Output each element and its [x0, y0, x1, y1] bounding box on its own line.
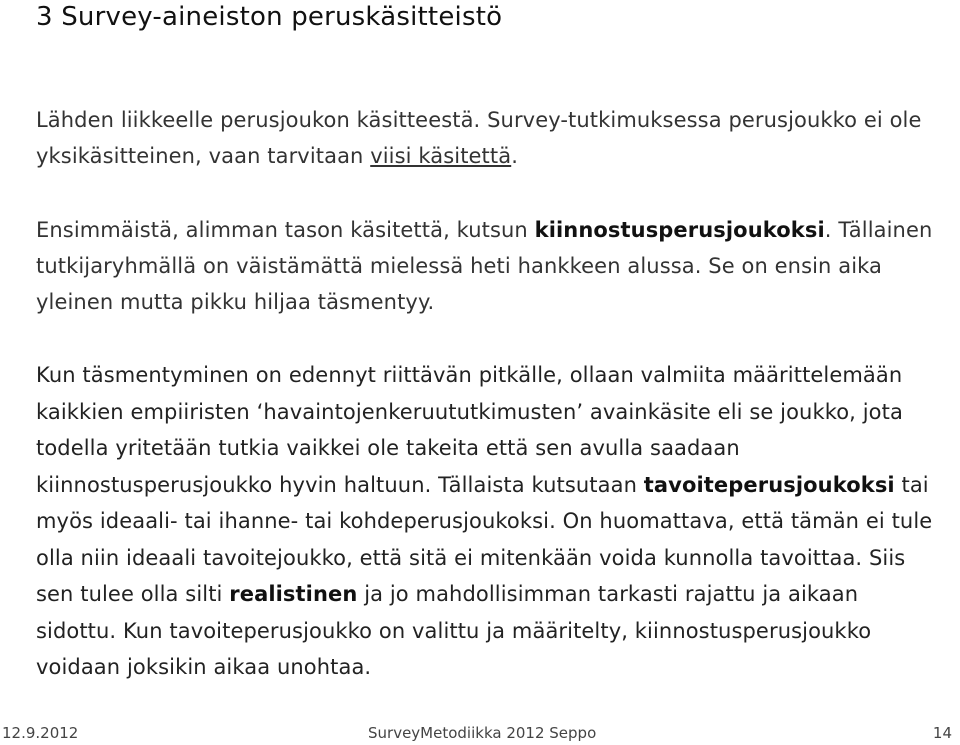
p3-bold-term-2: realistinen	[229, 582, 358, 606]
footer-title: SurveyMetodiikka 2012 Seppo	[368, 724, 597, 742]
paragraph-interest-population	[36, 212, 936, 320]
p1-underlined-text: viisi käsitettä	[370, 144, 512, 168]
p2-text-a: Ensimmäistä, alimman tason käsitettä, kutsun	[36, 218, 535, 242]
p2-text-b: . Tällainen tutkijaryhmällä on väistämättä mielessä heti hankkeen alussa. Se on ensin aika yleinen mutta pikku hiljaa täsmentyy.	[36, 218, 933, 314]
p2-bold-term: kiinnostusperusjoukoksi	[534, 218, 825, 242]
p3-bold-term-1: tavoiteperusjoukoksi	[643, 472, 895, 497]
footer-page-number: 14	[932, 724, 952, 742]
footer-date: 12.9.2012	[2, 724, 79, 742]
p3-text-c: ja jo mahdollisimman tarkasti rajattu ja aikaan sidottu. Kun tavoiteperusjoukko on valittu ja määritelty, kiinnostusperusjoukko voidaan joksikin aikaa unohtaa.	[36, 582, 872, 679]
slide-title: 3 Survey-aineiston peruskäsitteistö	[36, 2, 503, 32]
p1-text-b: .	[511, 144, 518, 168]
p3-text-b: tai myös ideaali- tai ihanne- tai kohdeperusjoukoksi. On huomattava, että tämän ei tule olla niin ideaali tavoitejoukko, että sitä ei mitenkään voida kunnolla tavoittaa. Siis sen tulee olla silti	[36, 472, 933, 606]
p3-text-a: Kun täsmentyminen on edennyt riittävän pitkälle, ollaan valmiita määrittelemään kaikkien empiiristen ‘havaintojenkeruututkimusten’ avainkäsite eli se joukko, jota todella yritetään tutkia vaikkei ole takeita että sen avulla saadaan kiinnostusperusjoukko hyvin haltuun. Tällaista kutsutaan	[36, 363, 903, 497]
p1-text-a: Lähden liikkeelle perusjoukon käsitteestä. Survey-tutkimuksessa perusjoukko ei ole yksikäsitteinen, vaan tarvitaan	[36, 108, 922, 168]
paragraph-target-population	[36, 357, 936, 686]
paragraph-intro	[36, 102, 936, 174]
